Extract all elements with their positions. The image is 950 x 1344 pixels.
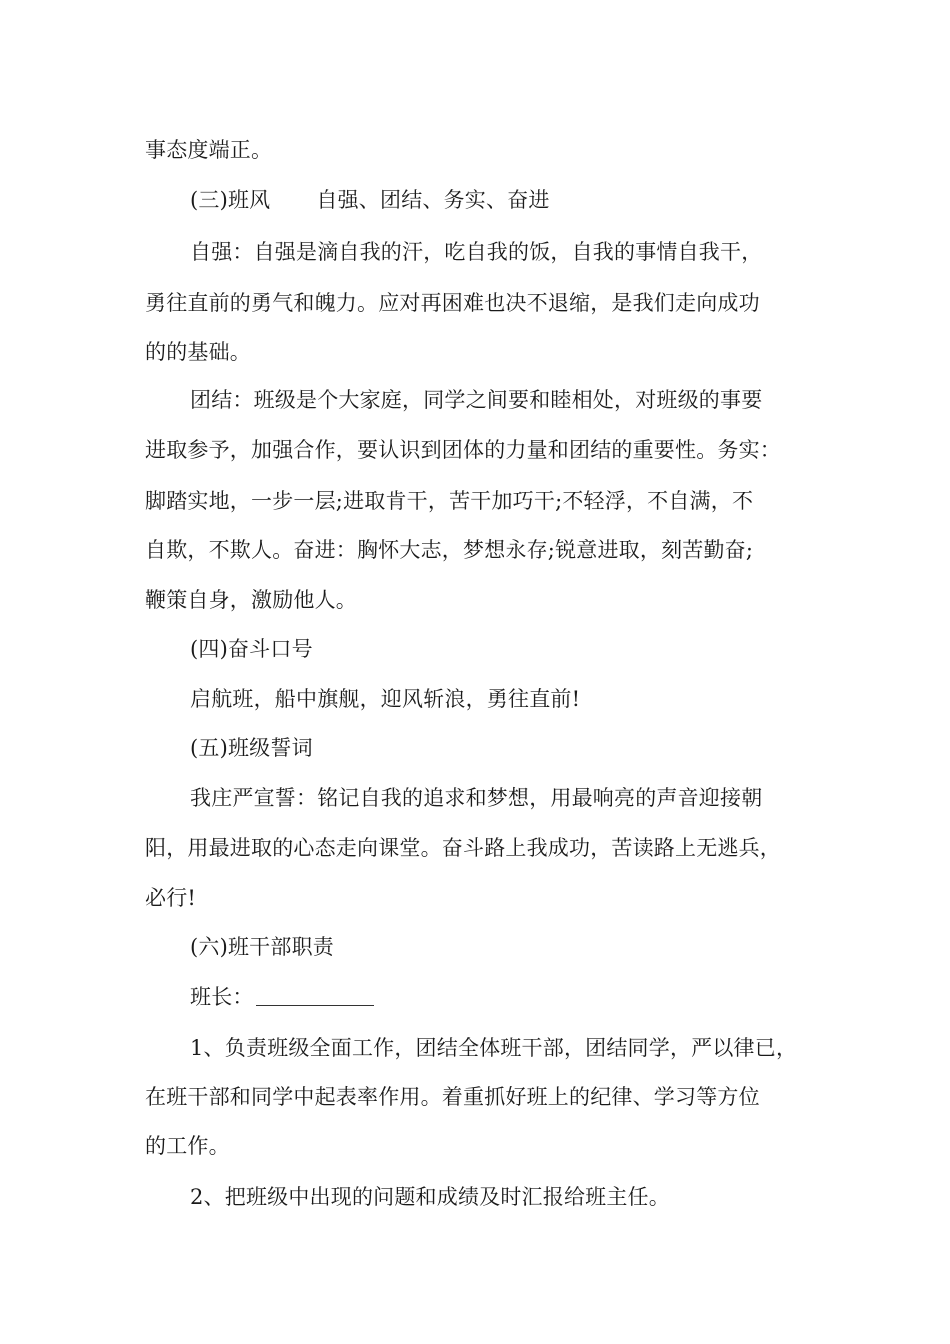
- line-text: 启航班，船中旗舰，迎风斩浪，勇往直前!: [190, 687, 581, 711]
- section-heading-class-style: [190, 187, 550, 213]
- text-line-4: [145, 290, 760, 316]
- line-text: 进取参予，加强合作，要认识到团体的力量和团结的重要性。务实：: [145, 438, 781, 462]
- text-line-15: [145, 835, 781, 861]
- text-line-12: [190, 686, 580, 712]
- monitor-label: 班长：: [190, 985, 254, 1009]
- text-line-16: [145, 885, 196, 911]
- section-heading-oath: [190, 735, 313, 761]
- text-line-7: [145, 437, 781, 463]
- line-text: 团结：班级是个大家庭，同学之间要和睦相处，对班级的事要: [190, 388, 763, 412]
- line-text: 2、把班级中出现的问题和成绩及时汇报给班主任。: [190, 1185, 670, 1209]
- line-text: 1、负责班级全面工作，团结全体班干部，团结同学，严以律已，: [190, 1036, 798, 1060]
- text-line-9: [145, 537, 753, 563]
- line-text: 我庄严宣誓：铭记自我的追求和梦想，用最响亮的声音迎接朝: [190, 786, 763, 810]
- heading-text: (三)班风: [190, 188, 271, 212]
- line-text: 的工作。: [145, 1134, 230, 1158]
- text-line-5: [145, 339, 251, 365]
- line-text: 必行!: [145, 886, 197, 910]
- line-text: 事态度端正。: [145, 138, 273, 162]
- line-text: 自欺，不欺人。奋进：胸怀大志，梦想永存;锐意进取，刻苦勤奋;: [145, 538, 754, 562]
- heading-text: (四)奋斗口号: [190, 637, 313, 661]
- line-text: 的的基础。: [145, 340, 251, 364]
- line-text: 勇往直前的勇气和魄力。应对再困难也决不退缩，是我们走向成功: [145, 291, 760, 315]
- line-text: 鞭策自身，激励他人。: [145, 588, 357, 612]
- line-text: 自强：自强是滴自我的汗，吃自我的饭，自我的事情自我干，: [190, 240, 763, 264]
- text-line-8: [145, 488, 753, 514]
- text-line-20: [145, 1084, 760, 1110]
- monitor-blank-line: [256, 985, 374, 1006]
- text-line-22: [190, 1184, 670, 1210]
- line-text: 在班干部和同学中起表率作用。着重抓好班上的纪律、学习等方位: [145, 1085, 760, 1109]
- section-heading-slogan: [190, 636, 313, 662]
- text-line-21: [145, 1133, 230, 1159]
- text-line-10: [145, 587, 357, 613]
- heading-text: (五)班级誓词: [190, 736, 313, 760]
- line-text: 脚踏实地，一步一层;进取肯干，苦干加巧干;不轻浮，不自满，不: [145, 489, 754, 513]
- text-line-1: [145, 137, 272, 163]
- text-line-19: [190, 1035, 797, 1061]
- text-line-3: [190, 239, 762, 265]
- line-text: 阳，用最进取的心态走向课堂。奋斗路上我成功，苦读路上无逃兵，: [145, 836, 781, 860]
- monitor-label-line: [190, 984, 374, 1010]
- text-line-6: [190, 387, 762, 413]
- text-line-14: [190, 785, 762, 811]
- heading-text: (六)班干部职责: [190, 935, 334, 959]
- section-heading-duties: [190, 934, 334, 960]
- class-style-values: 自强、团结、务实、奋进: [316, 188, 550, 212]
